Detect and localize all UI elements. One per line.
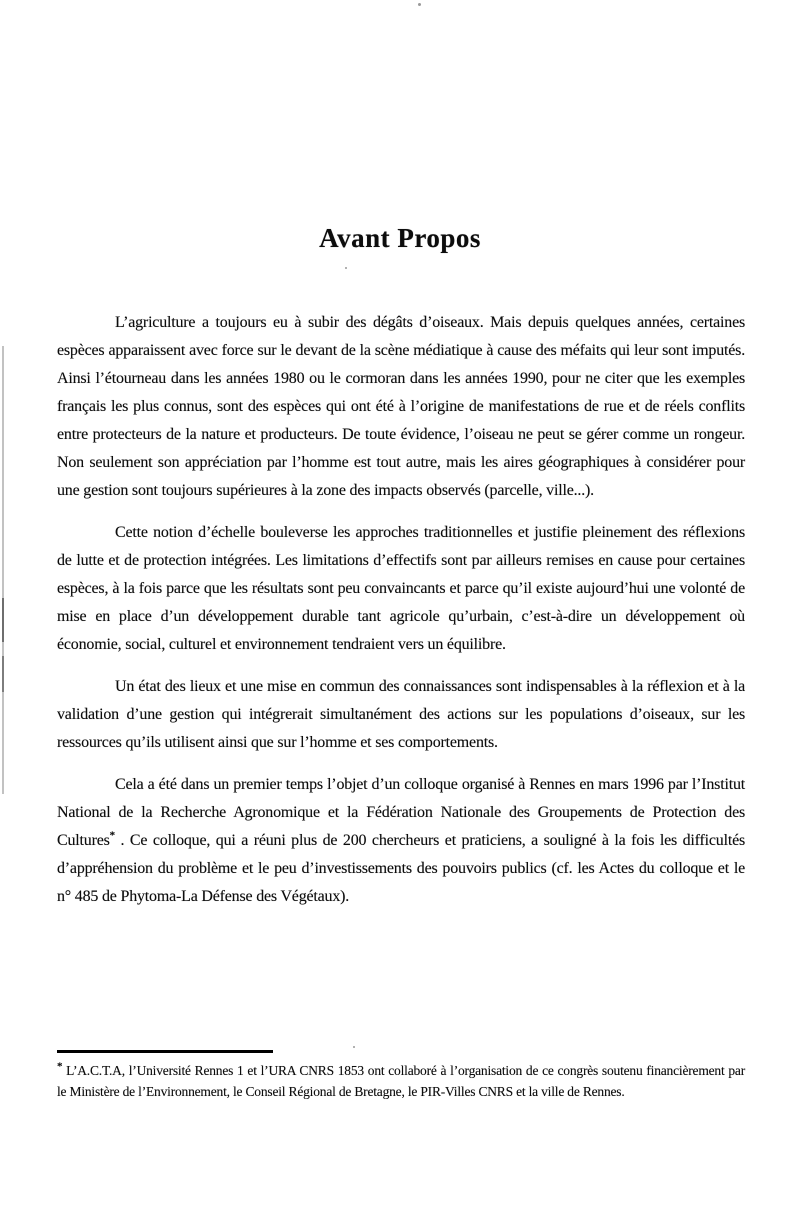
scan-artifact-dark-segment [2, 656, 4, 692]
footnote-block [57, 1050, 745, 1102]
scan-speck [418, 3, 421, 6]
paragraph-4 [57, 771, 745, 911]
paragraph-1: L’agriculture a toujours eu à subir des dégâts d’oiseaux. Mais depuis quelques années, certaines espèces apparaissent avec force sur le devant de la scène médiatique à cause des méfaits qui leur sont imputés. Ainsi l’étourneau dans les années 1980 ou le cormoran dans les années 1990, pour ne citer que les exemples français les plus connus, sont des espèces qui ont été à l’origine de manifestations de rue et de réels conflits entre protecteurs de la nature et producteurs. De toute évidence, l’oiseau ne peut se gérer comme un rongeur. Non seulement son appréciation par l’homme est tout autre, mais les aires géographiques à considérer pour une gestion sont toujours supérieures à la zone des impacts observés (parcelle, ville...). [57, 314, 745, 499]
footnote-text [57, 1060, 745, 1102]
paragraph-2: Cette notion d’échelle bouleverse les approches traditionnelles et justifie pleinement des réflexions de lutte et de protection intégrées. Les limitations d’effectifs sont par ailleurs remises en cause pour certaines espèces, à la fois parce que les résultats sont peu convaincants et parce qu’il existe aujourd’hui une volonté de mise en place d’un développement durable tant agricole qu’urbain, c’est-à-dire un développement où économie, social, culturel et environnement tendraient vers un équilibre. [57, 524, 745, 653]
page-title: Avant Propos [319, 223, 481, 254]
scan-artifact-dark-segment [2, 598, 4, 642]
scan-speck [353, 1046, 355, 1048]
footnote-marker: * [57, 1060, 63, 1073]
document-body [57, 309, 745, 925]
paragraph-4-text: Cela a été dans un premier temps l’objet d’un colloque organisé à Rennes en mars 1996 par l’Institut National de la Recherche Agronomique et la Fédération Nationale des Groupements de Protection des Cultures [57, 776, 745, 849]
footnote-body: L’A.C.T.A, l’Université Rennes 1 et l’URA CNRS 1853 ont collaboré à l’organisation de ce congrès soutenu financièrement par le Ministère de l’Environnement, le Conseil Régional de Bretagne, le PIR-Villes CNRS et la ville de Rennes. [57, 1063, 745, 1099]
paragraph-3: Un état des lieux et une mise en commun des connaissances sont indispensables à la réflexion et à la validation d’une gestion qui intégrerait simultanément des actions sur les populations d’oiseaux, sur les ressources qu’ils utilisent ainsi que sur l’homme et ses comportements. [57, 678, 745, 751]
footnote-separator-rule [57, 1050, 273, 1053]
scan-speck [345, 267, 347, 269]
footnote-reference-marker: * [109, 829, 115, 842]
paragraph-4-text-continued: . Ce colloque, qui a réuni plus de 200 chercheurs et praticiens, a souligné à la fois les difficultés d’appréhension du problème et le peu d’investissements des pouvoirs publics (cf. les Actes du colloque et le n° 485 de Phytoma-La Défense des Végétaux). [57, 832, 745, 905]
scan-artifact-vertical-line [2, 346, 4, 794]
